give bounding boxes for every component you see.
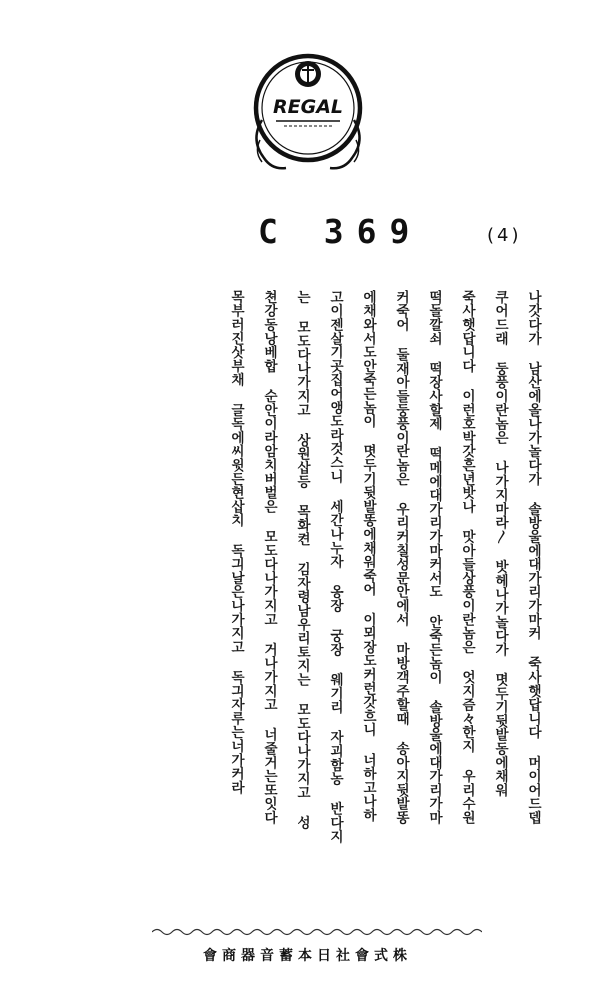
lyric-line-9: 쳔강동낭베합 순안이라암치버벌은 모도다나가지고 거나가지고 너줄거는또잇다: [261, 290, 277, 825]
lyric-line-8: 는 모도다나가지고 상원삽등 목화켠 김자령남우리토지는 모도다나가지고 성: [294, 290, 310, 830]
lyric-line-3: 죽사햇답니다 이런호박갓흔년밧나 맛아들상풍이란놈은 엇지즘々한지 우리수원: [459, 290, 475, 825]
side-number: (4): [487, 225, 522, 246]
lyric-line-10: 목부러진삿부채 글독에씨윗든현삽치 독긔날은나가지고 독긔자루는너가커라: [228, 290, 244, 795]
lyric-line-1: 나갓다가 남산에올나가놀다가 솔방울에대가리가마커 죽사햇답니다 머이어드뎁: [525, 290, 541, 825]
lyric-line-7: 고이젠살기곳집어앵도라것스니 세간나누자 옹장 궁장 웨기리 자괴함농 반다지: [327, 290, 343, 844]
catalog-number: C 369: [258, 212, 423, 251]
lyric-line-2: 쿠어드래 둥풍이란놈은 나가지마라〳 밧헤나가놀다가 몃두기뒷발동에채워: [492, 290, 508, 797]
lyric-line-6: 에채와서도안죽든놈이 몃두기뒷발똥에채워죽어 이뫼장도커런갓흐니 너하고나하: [360, 290, 376, 822]
logo-brand: REGAL: [272, 96, 344, 118]
lyric-line-5: 커죽어 둘재아들둥풍이란놈은 우리커칠성문안에서 마방객주할때 송아지뒷발똥: [393, 290, 409, 825]
regal-logo: [250, 20, 366, 200]
wavy-divider: [152, 925, 482, 939]
lyric-line-4: 떡돌깔쇠 떡장사할제 떡메에대가리가마커서도 안죽든놈이 솔방울에대가리가마: [426, 290, 442, 825]
publisher-footer: 會商器音蓄本日社會式株: [203, 948, 412, 964]
